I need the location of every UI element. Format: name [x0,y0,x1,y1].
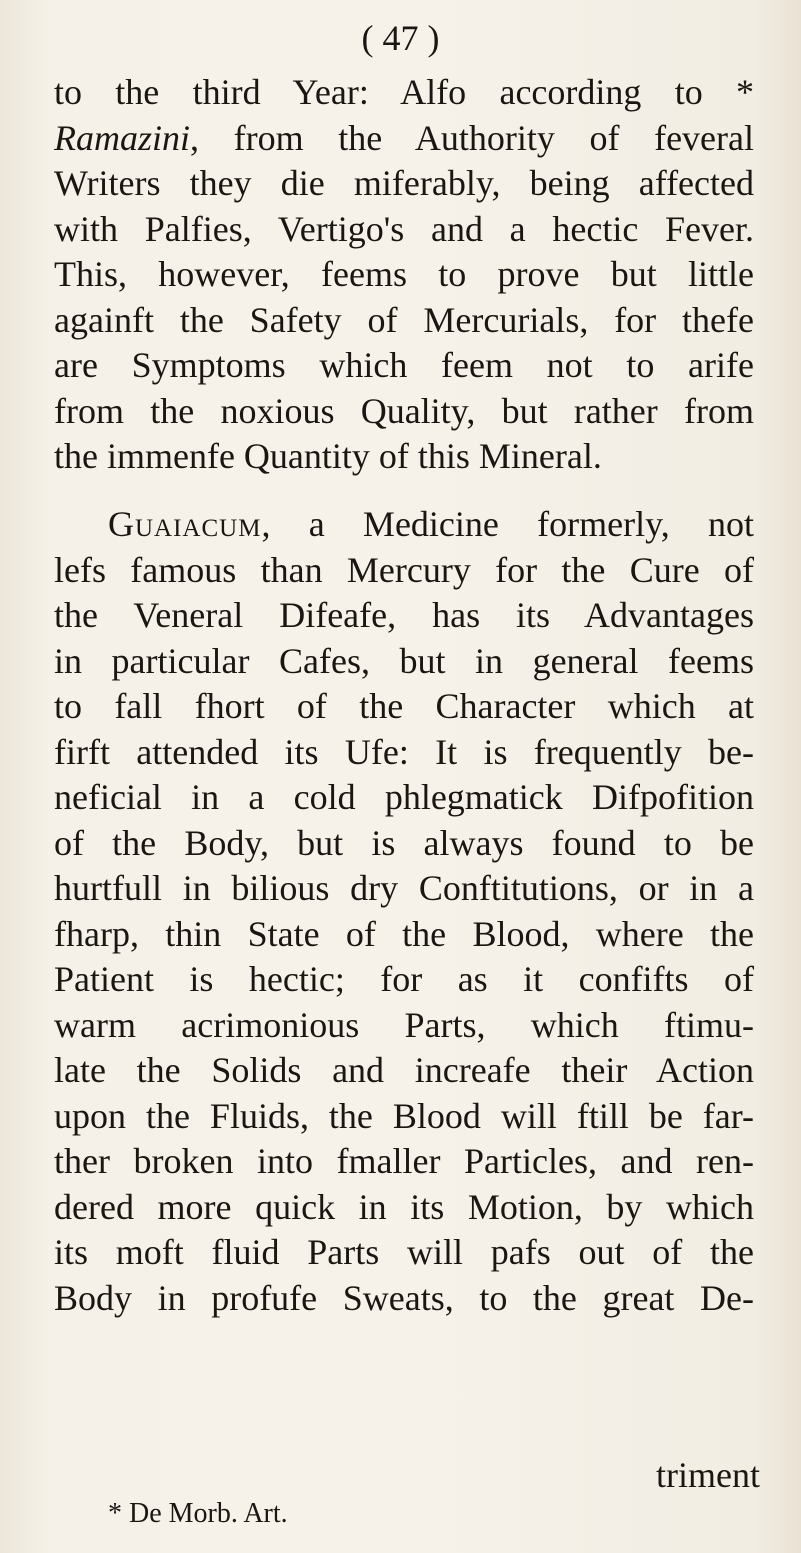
text-line: Guaiacum, a Medicine formerly, not [108,504,754,544]
paragraph-mercury [54,70,754,480]
text-line: its moft fluid Parts will pafs out of the [54,1232,754,1272]
text-line: Patient is hectic; for as it confifts of [54,959,754,999]
page-number-header: ( 47 ) [361,18,440,58]
text-line: with Palfies, Vertigo's and a hectic Fever. [54,208,754,249]
text-line: dered more quick in its Motion, by which [54,1186,754,1227]
text-line: Body in profufe Sweats, to the great De- [54,1277,754,1318]
author-name-italic: Ramazini [54,117,191,158]
text-line: firft attended its Ufe: It is frequently be- [54,731,754,772]
text-line: of the Body, but is always found to be [54,822,754,863]
text-line: Writers they die miferably, being affected [54,163,754,203]
text-line: lefs famous than Mercury for the Cure of [54,549,754,590]
text-line: in particular Cafes, but in general feems [54,640,754,681]
text-line: ther broken into fmaller Particles, and ren- [54,1141,754,1181]
text-line: are Symptoms which feem not to arife [54,345,754,385]
text-line: This, however, feems to prove but little [54,254,754,294]
text-line: to fall fhort of the Character which at [54,686,754,726]
text-line: to the third Year: Alfo according to * [54,72,754,112]
paragraph-guaiacum [54,502,754,1321]
text-line: warm acrimonious Parts, which ftimu- [54,1004,754,1045]
text-line: fharp, thin State of the Blood, where the [54,913,754,954]
text-line: late the Solids and increafe their Action [54,1050,754,1090]
text-line: the Veneral Difeafe, has its Advantages [54,595,754,635]
catchword: triment [656,1455,760,1495]
text-line: from the noxious Quality, but rather from [54,390,754,431]
section-lead-word: Guaiacum [108,504,262,544]
text-line: upon the Fluids, the Blood will ftill be far- [54,1095,754,1136]
footnote: * De Morb. Art. [108,1498,288,1529]
text-line: neficial in a cold phlegmatick Difpofition [54,777,754,817]
text-line: againft the Safety of Mercurials, for thefe [54,299,754,340]
text-line: the immenfe Quantity of this Mineral. [54,436,602,476]
text-line: Ramazini, from the Authority of feveral [54,117,754,158]
text-line: hurtfull in bilious dry Conftitutions, or in a [54,868,754,908]
